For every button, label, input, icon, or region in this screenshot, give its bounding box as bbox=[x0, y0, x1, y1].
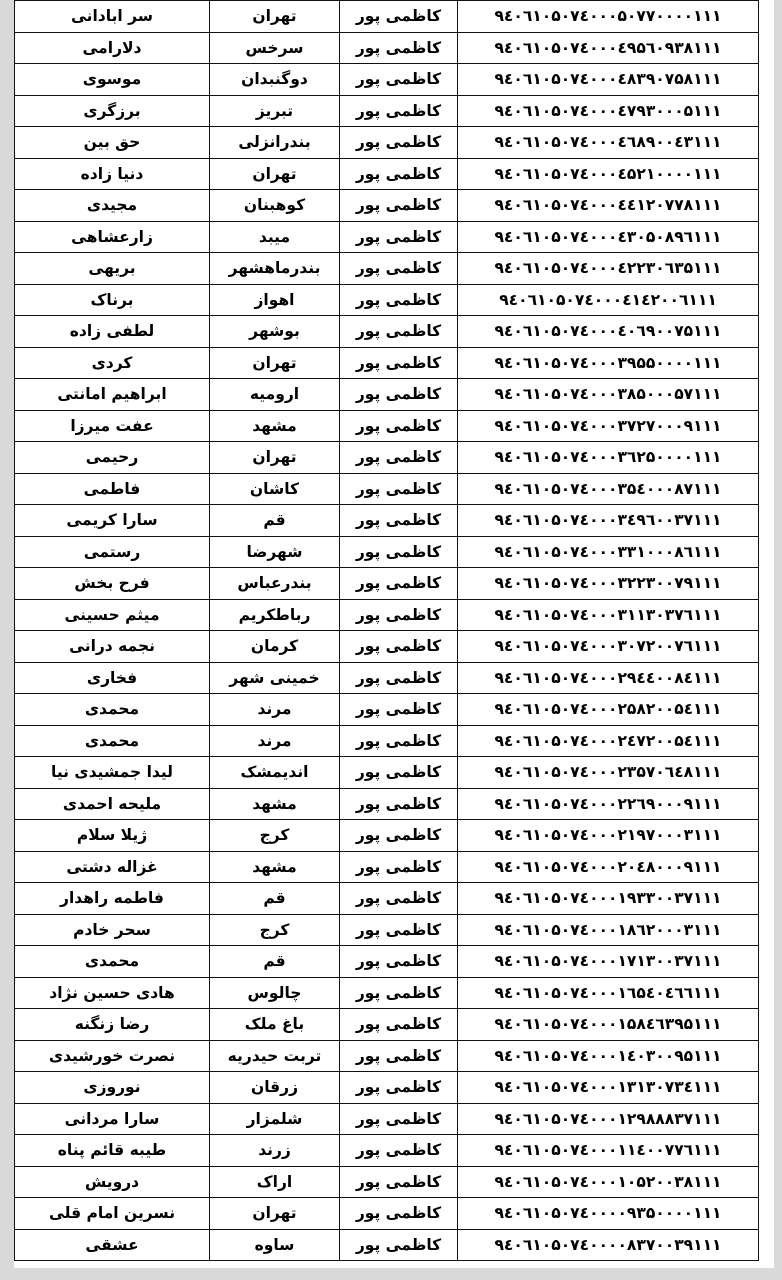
city-cell: تبریز bbox=[210, 95, 340, 127]
table-row bbox=[15, 757, 759, 789]
name-cell: غزاله دشتی bbox=[15, 851, 210, 883]
name-cell: نوروزی bbox=[15, 1072, 210, 1104]
city-cell: اهواز bbox=[210, 284, 340, 316]
account-number-cell: ۹٤۰٦۱۰۵۰٧٤۰۰۰۲۳۵٧۰٦٤۸۱۱۱ bbox=[458, 757, 759, 789]
table-row bbox=[15, 64, 759, 96]
account-number-cell: ۹٤۰٦۱۰۵۰٧٤۰۰۰۱٤۰۳۰۰۹۵۱۱۱ bbox=[458, 1040, 759, 1072]
name-cell: لطفی زاده bbox=[15, 316, 210, 348]
surname-cell: کاظمی پور bbox=[340, 379, 458, 411]
city-cell: شلمزار bbox=[210, 1103, 340, 1135]
surname-cell: کاظمی پور bbox=[340, 64, 458, 96]
account-number-cell: ۹٤۰٦۱۰۵۰٧٤۰۰۰۳۸۵۰۰۰۵٧۱۱۱ bbox=[458, 379, 759, 411]
records-table-body bbox=[15, 1, 759, 1261]
city-cell: کرج bbox=[210, 914, 340, 946]
surname-cell: کاظمی پور bbox=[340, 536, 458, 568]
city-cell: مشهد bbox=[210, 851, 340, 883]
city-cell: میبد bbox=[210, 221, 340, 253]
table-row bbox=[15, 1009, 759, 1041]
name-cell: رضا زنگنه bbox=[15, 1009, 210, 1041]
surname-cell: کاظمی پور bbox=[340, 599, 458, 631]
name-cell: محمدی bbox=[15, 946, 210, 978]
city-cell: زرند bbox=[210, 1135, 340, 1167]
name-cell: بریهی bbox=[15, 253, 210, 285]
surname-cell: کاظمی پور bbox=[340, 158, 458, 190]
table-row bbox=[15, 347, 759, 379]
table-row bbox=[15, 316, 759, 348]
city-cell: کوهبنان bbox=[210, 190, 340, 222]
name-cell: زارعشاهی bbox=[15, 221, 210, 253]
surname-cell: کاظمی پور bbox=[340, 914, 458, 946]
surname-cell: کاظمی پور bbox=[340, 977, 458, 1009]
table-row bbox=[15, 1103, 759, 1135]
account-number-cell: ۹٤۰٦۱۰۵۰٧٤۰۰۰۰۹۳۵۰۰۰۰۱۱۱ bbox=[458, 1198, 759, 1230]
name-cell: مجیدی bbox=[15, 190, 210, 222]
account-number-cell: ۹٤۰٦۱۰۵۰٧٤۰۰۰۱۰۵۲۰۰۳۸۱۱۱ bbox=[458, 1166, 759, 1198]
city-cell: مشهد bbox=[210, 410, 340, 442]
account-number-cell: ۹٤۰٦۱۰۵۰٧٤۰۰۰۲۲٦۹۰۰۰۹۱۱۱ bbox=[458, 788, 759, 820]
name-cell: عفت میرزا bbox=[15, 410, 210, 442]
table-row bbox=[15, 662, 759, 694]
city-cell: بوشهر bbox=[210, 316, 340, 348]
table-row bbox=[15, 32, 759, 64]
city-cell: شهرضا bbox=[210, 536, 340, 568]
account-number-cell: ۹٤۰٦۱۰۵۰٧٤۰۰۰۲۵۸۲۰۰۵٤۱۱۱ bbox=[458, 694, 759, 726]
table-row bbox=[15, 788, 759, 820]
surname-cell: کاظمی پور bbox=[340, 1135, 458, 1167]
table-row bbox=[15, 946, 759, 978]
account-number-cell: ۹٤۰٦۱۰۵۰٧٤۰۰۰٤۲۲۳۰٦۳۵۱۱۱ bbox=[458, 253, 759, 285]
account-number-cell: ۹٤۰٦۱۰۵۰٧٤۰۰۰۳۵٤۰۰۰۸٧۱۱۱ bbox=[458, 473, 759, 505]
account-number-cell: ۹٤۰٦۱۰۵۰٧٤۰۰۰٤۸۳۹۰٧۵۸۱۱۱ bbox=[458, 64, 759, 96]
account-number-cell: ۹٤۰٦۱۰۵۰٧٤۰۰۰۱۲۹۸۸۸۳٧۱۱۱ bbox=[458, 1103, 759, 1135]
surname-cell: کاظمی پور bbox=[340, 284, 458, 316]
account-number-cell: ۹٤۰٦۱۰۵۰٧٤۰۰۰۰۸۳٧۰۰۳۹۱۱۱ bbox=[458, 1229, 759, 1261]
name-cell: فاطمی bbox=[15, 473, 210, 505]
surname-cell: کاظمی پور bbox=[340, 442, 458, 474]
surname-cell: کاظمی پور bbox=[340, 662, 458, 694]
name-cell: نجمه درانی bbox=[15, 631, 210, 663]
surname-cell: کاظمی پور bbox=[340, 1, 458, 33]
table-row bbox=[15, 253, 759, 285]
city-cell: قم bbox=[210, 883, 340, 915]
name-cell: درویش bbox=[15, 1166, 210, 1198]
account-number-cell: ۹٤۰٦۱۰۵۰٧٤۰۰۰۳٧۲٧۰۰۰۹۱۱۱ bbox=[458, 410, 759, 442]
account-number-cell: ۹٤۰٦۱۰۵۰٧٤۰۰۰۳۳۱۰۰۰۸٦۱۱۱ bbox=[458, 536, 759, 568]
surname-cell: کاظمی پور bbox=[340, 190, 458, 222]
account-number-cell: ۹٤۰٦۱۰۵۰٧٤۰۰۰٤٤۱۲۰٧٧۸۱۱۱ bbox=[458, 190, 759, 222]
city-cell: زرقان bbox=[210, 1072, 340, 1104]
surname-cell: کاظمی پور bbox=[340, 1009, 458, 1041]
account-number-cell: ۹٤۰٦۱۰۵۰٧٤۰۰۰۱۱٤۰۰٧٧٦۱۱۱ bbox=[458, 1135, 759, 1167]
name-cell: برزگری bbox=[15, 95, 210, 127]
table-row bbox=[15, 505, 759, 537]
surname-cell: کاظمی پور bbox=[340, 725, 458, 757]
surname-cell: کاظمی پور bbox=[340, 1198, 458, 1230]
name-cell: رحیمی bbox=[15, 442, 210, 474]
name-cell: لیدا جمشیدی نیا bbox=[15, 757, 210, 789]
name-cell: محمدی bbox=[15, 694, 210, 726]
surname-cell: کاظمی پور bbox=[340, 221, 458, 253]
name-cell: دنیا زاده bbox=[15, 158, 210, 190]
name-cell: طیبه قائم پناه bbox=[15, 1135, 210, 1167]
surname-cell: کاظمی پور bbox=[340, 694, 458, 726]
table-row bbox=[15, 158, 759, 190]
account-number-cell: ۹٤۰٦۱۰۵۰٧٤۰۰۰۳۲۲۳۰۰٧۹۱۱۱ bbox=[458, 568, 759, 600]
surname-cell: کاظمی پور bbox=[340, 1103, 458, 1135]
records-table bbox=[14, 0, 759, 1261]
table-row bbox=[15, 410, 759, 442]
city-cell: کرمان bbox=[210, 631, 340, 663]
city-cell: تهران bbox=[210, 1198, 340, 1230]
name-cell: محمدی bbox=[15, 725, 210, 757]
table-row bbox=[15, 127, 759, 159]
table-row bbox=[15, 851, 759, 883]
account-number-cell: ۹٤۰٦۱۰۵۰٧٤۰۰۰۱٦۵٤۰٤٦٦۱۱۱ bbox=[458, 977, 759, 1009]
account-number-cell: ۹٤۰٦۱۰۵۰٧٤۰۰۰٤۳۰۵۰۸۹٦۱۱۱ bbox=[458, 221, 759, 253]
name-cell: عشقی bbox=[15, 1229, 210, 1261]
account-number-cell: ۹٤۰٦۱۰۵۰٧٤۰۰۰۱٧۱۳۰۰۳٧۱۱۱ bbox=[458, 946, 759, 978]
account-number-cell: ۹٤۰٦۱۰۵۰٧٤۰۰۰۵۰٧٧۰۰۰۰۱۱۱ bbox=[458, 1, 759, 33]
table-row bbox=[15, 914, 759, 946]
surname-cell: کاظمی پور bbox=[340, 820, 458, 852]
city-cell: قم bbox=[210, 505, 340, 537]
name-cell: موسوی bbox=[15, 64, 210, 96]
account-number-cell: ۹٤۰٦۱۰۵۰٧٤۰۰۰٤٦۸۹۰۰٤۳۱۱۱ bbox=[458, 127, 759, 159]
city-cell: تهران bbox=[210, 442, 340, 474]
account-number-cell: ۹٤۰٦۱۰۵۰٧٤۰۰۰۳٦۲۵۰۰۰۰۱۱۱ bbox=[458, 442, 759, 474]
surname-cell: کاظمی پور bbox=[340, 883, 458, 915]
name-cell: فرح بخش bbox=[15, 568, 210, 600]
surname-cell: کاظمی پور bbox=[340, 1229, 458, 1261]
surname-cell: کاظمی پور bbox=[340, 631, 458, 663]
name-cell: دلارامی bbox=[15, 32, 210, 64]
city-cell: بندرماهشهر bbox=[210, 253, 340, 285]
table-row bbox=[15, 284, 759, 316]
table-row bbox=[15, 379, 759, 411]
surname-cell: کاظمی پور bbox=[340, 1072, 458, 1104]
table-row bbox=[15, 725, 759, 757]
surname-cell: کاظمی پور bbox=[340, 505, 458, 537]
city-cell: تهران bbox=[210, 347, 340, 379]
surname-cell: کاظمی پور bbox=[340, 757, 458, 789]
name-cell: فاطمه راهدار bbox=[15, 883, 210, 915]
account-number-cell: ۹٤۰٦۱۰۵۰٧٤۰۰۰۱۸٦۲۰۰۰۳۱۱۱ bbox=[458, 914, 759, 946]
account-number-cell: ۹٤۰٦۱۰۵۰٧٤۰۰۰٤٧۹۳۰۰۰۵۱۱۱ bbox=[458, 95, 759, 127]
surname-cell: کاظمی پور bbox=[340, 1040, 458, 1072]
city-cell: ساوه bbox=[210, 1229, 340, 1261]
account-number-cell: ۹٤۰٦۱۰۵۰٧٤۰۰۰۱۹۳۳۰۰۳٧۱۱۱ bbox=[458, 883, 759, 915]
name-cell: ژیلا سلام bbox=[15, 820, 210, 852]
city-cell: اندیمشک bbox=[210, 757, 340, 789]
surname-cell: کاظمی پور bbox=[340, 347, 458, 379]
account-number-cell: ۹٤۰٦۱۰۵۰٧٤۰۰۰۳٤۹٦۰۰۳٧۱۱۱ bbox=[458, 505, 759, 537]
account-number-cell: ۹٤۰٦۱۰۵۰٧٤۰۰۰۳۹۵۵۰۰۰۰۱۱۱ bbox=[458, 347, 759, 379]
city-cell: رباطکریم bbox=[210, 599, 340, 631]
name-cell: سارا کریمی bbox=[15, 505, 210, 537]
name-cell: سحر خادم bbox=[15, 914, 210, 946]
city-cell: باغ ملک bbox=[210, 1009, 340, 1041]
account-number-cell: ۹٤۰٦۱۰۵۰٧٤۰۰۰۲۹٤٤۰۰۸٤۱۱۱ bbox=[458, 662, 759, 694]
city-cell: خمینی شهر bbox=[210, 662, 340, 694]
name-cell: سر ابادانی bbox=[15, 1, 210, 33]
account-number-cell: ۹٤۰٦۱۰۵۰٧٤۰۰۰۳۰٧۲۰۰٧٦۱۱۱ bbox=[458, 631, 759, 663]
table-row bbox=[15, 820, 759, 852]
table-row bbox=[15, 883, 759, 915]
name-cell: میثم حسینی bbox=[15, 599, 210, 631]
account-number-cell: ۹٤۰٦۱۰۵۰٧٤۰۰۰۲٤٧۲۰۰۵٤۱۱۱ bbox=[458, 725, 759, 757]
city-cell: سرخس bbox=[210, 32, 340, 64]
surname-cell: کاظمی پور bbox=[340, 568, 458, 600]
surname-cell: کاظمی پور bbox=[340, 946, 458, 978]
table-row bbox=[15, 190, 759, 222]
account-number-cell: ۹٤۰٦۱۰۵۰٧٤۰۰۰٤۵۲۱۰۰۰۰۱۱۱ bbox=[458, 158, 759, 190]
table-row bbox=[15, 1135, 759, 1167]
table-row bbox=[15, 1072, 759, 1104]
surname-cell: کاظمی پور bbox=[340, 127, 458, 159]
name-cell: رستمی bbox=[15, 536, 210, 568]
account-number-cell: ۹٤۰٦۱۰۵۰٧٤۰۰۰۲۰٤۸۰۰۰۹۱۱۱ bbox=[458, 851, 759, 883]
table-row bbox=[15, 95, 759, 127]
city-cell: مشهد bbox=[210, 788, 340, 820]
city-cell: کاشان bbox=[210, 473, 340, 505]
account-number-cell: ۹٤۰٦۱۰۵۰٧٤۰۰۰۳۱۱۳۰۳٧٦۱۱۱ bbox=[458, 599, 759, 631]
city-cell: بندرعباس bbox=[210, 568, 340, 600]
city-cell: دوگنبدان bbox=[210, 64, 340, 96]
city-cell: چالوس bbox=[210, 977, 340, 1009]
name-cell: نصرت خورشیدی bbox=[15, 1040, 210, 1072]
name-cell: حق بین bbox=[15, 127, 210, 159]
city-cell: تهران bbox=[210, 158, 340, 190]
account-number-cell: ۹٤۰٦۱۰۵۰٧٤۰۰۰٤۱٤۲۰۰٦۱۱۱ bbox=[458, 284, 759, 316]
surname-cell: کاظمی پور bbox=[340, 253, 458, 285]
name-cell: هادی حسین نژاد bbox=[15, 977, 210, 1009]
table-row bbox=[15, 536, 759, 568]
name-cell: ابراهیم امانتی bbox=[15, 379, 210, 411]
city-cell: کرج bbox=[210, 820, 340, 852]
document-page bbox=[14, 0, 774, 1268]
name-cell: سارا مردانی bbox=[15, 1103, 210, 1135]
surname-cell: کاظمی پور bbox=[340, 788, 458, 820]
name-cell: برناک bbox=[15, 284, 210, 316]
surname-cell: کاظمی پور bbox=[340, 32, 458, 64]
table-row bbox=[15, 1166, 759, 1198]
account-number-cell: ۹٤۰٦۱۰۵۰٧٤۰۰۰٤۰٦۹۰۰٧۵۱۱۱ bbox=[458, 316, 759, 348]
city-cell: قم bbox=[210, 946, 340, 978]
surname-cell: کاظمی پور bbox=[340, 1166, 458, 1198]
table-row bbox=[15, 694, 759, 726]
table-row bbox=[15, 568, 759, 600]
account-number-cell: ۹٤۰٦۱۰۵۰٧٤۰۰۰٤۹۵٦۰۹۳۸۱۱۱ bbox=[458, 32, 759, 64]
city-cell: تهران bbox=[210, 1, 340, 33]
account-number-cell: ۹٤۰٦۱۰۵۰٧٤۰۰۰۱۳۱۳۰٧۳٤۱۱۱ bbox=[458, 1072, 759, 1104]
name-cell: نسرین امام قلی bbox=[15, 1198, 210, 1230]
table-row bbox=[15, 977, 759, 1009]
table-row bbox=[15, 1, 759, 33]
city-cell: تربت حیدریه bbox=[210, 1040, 340, 1072]
surname-cell: کاظمی پور bbox=[340, 473, 458, 505]
name-cell: ملیحه احمدی bbox=[15, 788, 210, 820]
name-cell: فخاری bbox=[15, 662, 210, 694]
table-row bbox=[15, 221, 759, 253]
city-cell: مرند bbox=[210, 725, 340, 757]
account-number-cell: ۹٤۰٦۱۰۵۰٧٤۰۰۰۲۱۹٧۰۰۰۳۱۱۱ bbox=[458, 820, 759, 852]
table-row bbox=[15, 631, 759, 663]
surname-cell: کاظمی پور bbox=[340, 95, 458, 127]
city-cell: مرند bbox=[210, 694, 340, 726]
surname-cell: کاظمی پور bbox=[340, 316, 458, 348]
name-cell: کردی bbox=[15, 347, 210, 379]
table-row bbox=[15, 1198, 759, 1230]
city-cell: اراک bbox=[210, 1166, 340, 1198]
account-number-cell: ۹٤۰٦۱۰۵۰٧٤۰۰۰۱۵۸٤٦۳۹۵۱۱۱ bbox=[458, 1009, 759, 1041]
surname-cell: کاظمی پور bbox=[340, 851, 458, 883]
table-row bbox=[15, 473, 759, 505]
table-row bbox=[15, 442, 759, 474]
surname-cell: کاظمی پور bbox=[340, 410, 458, 442]
city-cell: بندرانزلی bbox=[210, 127, 340, 159]
table-row bbox=[15, 599, 759, 631]
city-cell: ارومیه bbox=[210, 379, 340, 411]
table-row bbox=[15, 1040, 759, 1072]
table-row bbox=[15, 1229, 759, 1261]
